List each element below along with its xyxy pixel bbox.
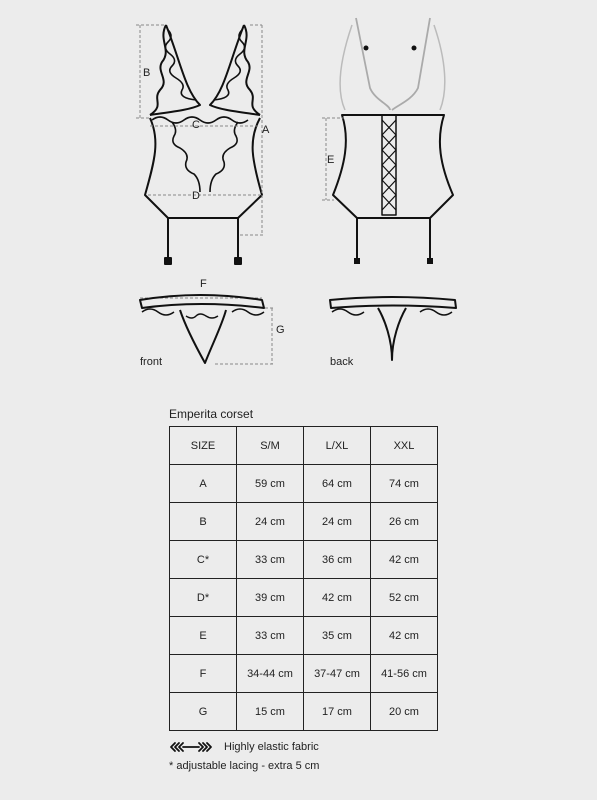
size-cell: B — [170, 503, 237, 541]
size-cell: F — [170, 655, 237, 693]
value-cell: 41-56 cm — [371, 655, 438, 693]
dim-label-f: F — [200, 278, 207, 290]
dim-label-b: B — [143, 67, 151, 79]
back-corset-sketch — [333, 18, 453, 264]
table-row — [170, 655, 438, 693]
table-row — [170, 579, 438, 617]
value-cell: 74 cm — [371, 465, 438, 503]
size-cell: G — [170, 693, 237, 731]
value-cell: 20 cm — [371, 693, 438, 731]
value-cell: 33 cm — [237, 541, 304, 579]
table-row — [170, 465, 438, 503]
value-cell: 42 cm — [304, 579, 371, 617]
value-cell: 24 cm — [304, 503, 371, 541]
value-cell: 35 cm — [304, 617, 371, 655]
value-cell: 52 cm — [371, 579, 438, 617]
back-thong-sketch — [330, 297, 456, 360]
size-cell: A — [170, 465, 237, 503]
size-cell: C* — [170, 541, 237, 579]
front-corset-sketch — [145, 25, 262, 264]
dim-label-g: G — [276, 324, 285, 336]
column-header: XXL — [371, 427, 438, 465]
column-header: SIZE — [170, 427, 237, 465]
dim-label-c: C — [192, 119, 200, 131]
value-cell: 42 cm — [371, 617, 438, 655]
value-cell: 26 cm — [371, 503, 438, 541]
table-header-row — [170, 427, 438, 465]
value-cell: 39 cm — [237, 579, 304, 617]
value-cell: 36 cm — [304, 541, 371, 579]
value-cell: 59 cm — [237, 465, 304, 503]
size-cell: E — [170, 617, 237, 655]
value-cell: 34-44 cm — [237, 655, 304, 693]
size-cell: D* — [170, 579, 237, 617]
dim-label-d: D — [192, 190, 200, 202]
lacing-note: * adjustable lacing - extra 5 cm — [169, 760, 320, 772]
value-cell: 42 cm — [371, 541, 438, 579]
table-row — [170, 617, 438, 655]
table-row — [170, 693, 438, 731]
table-title: Emperita corset — [169, 407, 254, 421]
column-header: L/XL — [304, 427, 371, 465]
value-cell: 24 cm — [237, 503, 304, 541]
dim-label-e: E — [327, 154, 335, 166]
dim-label-a: A — [262, 124, 270, 136]
table-row — [170, 503, 438, 541]
front-thong-sketch — [140, 295, 264, 363]
table-row — [170, 541, 438, 579]
value-cell: 15 cm — [237, 693, 304, 731]
back-view-label: back — [330, 356, 354, 368]
value-cell: 64 cm — [304, 465, 371, 503]
size-table — [169, 426, 438, 731]
value-cell: 17 cm — [304, 693, 371, 731]
front-view-label: front — [140, 356, 163, 368]
elastic-fabric-note: Highly elastic fabric — [224, 741, 319, 753]
value-cell: 33 cm — [237, 617, 304, 655]
column-header: S/M — [237, 427, 304, 465]
value-cell: 37-47 cm — [304, 655, 371, 693]
stretch-arrow-icon — [169, 741, 213, 753]
